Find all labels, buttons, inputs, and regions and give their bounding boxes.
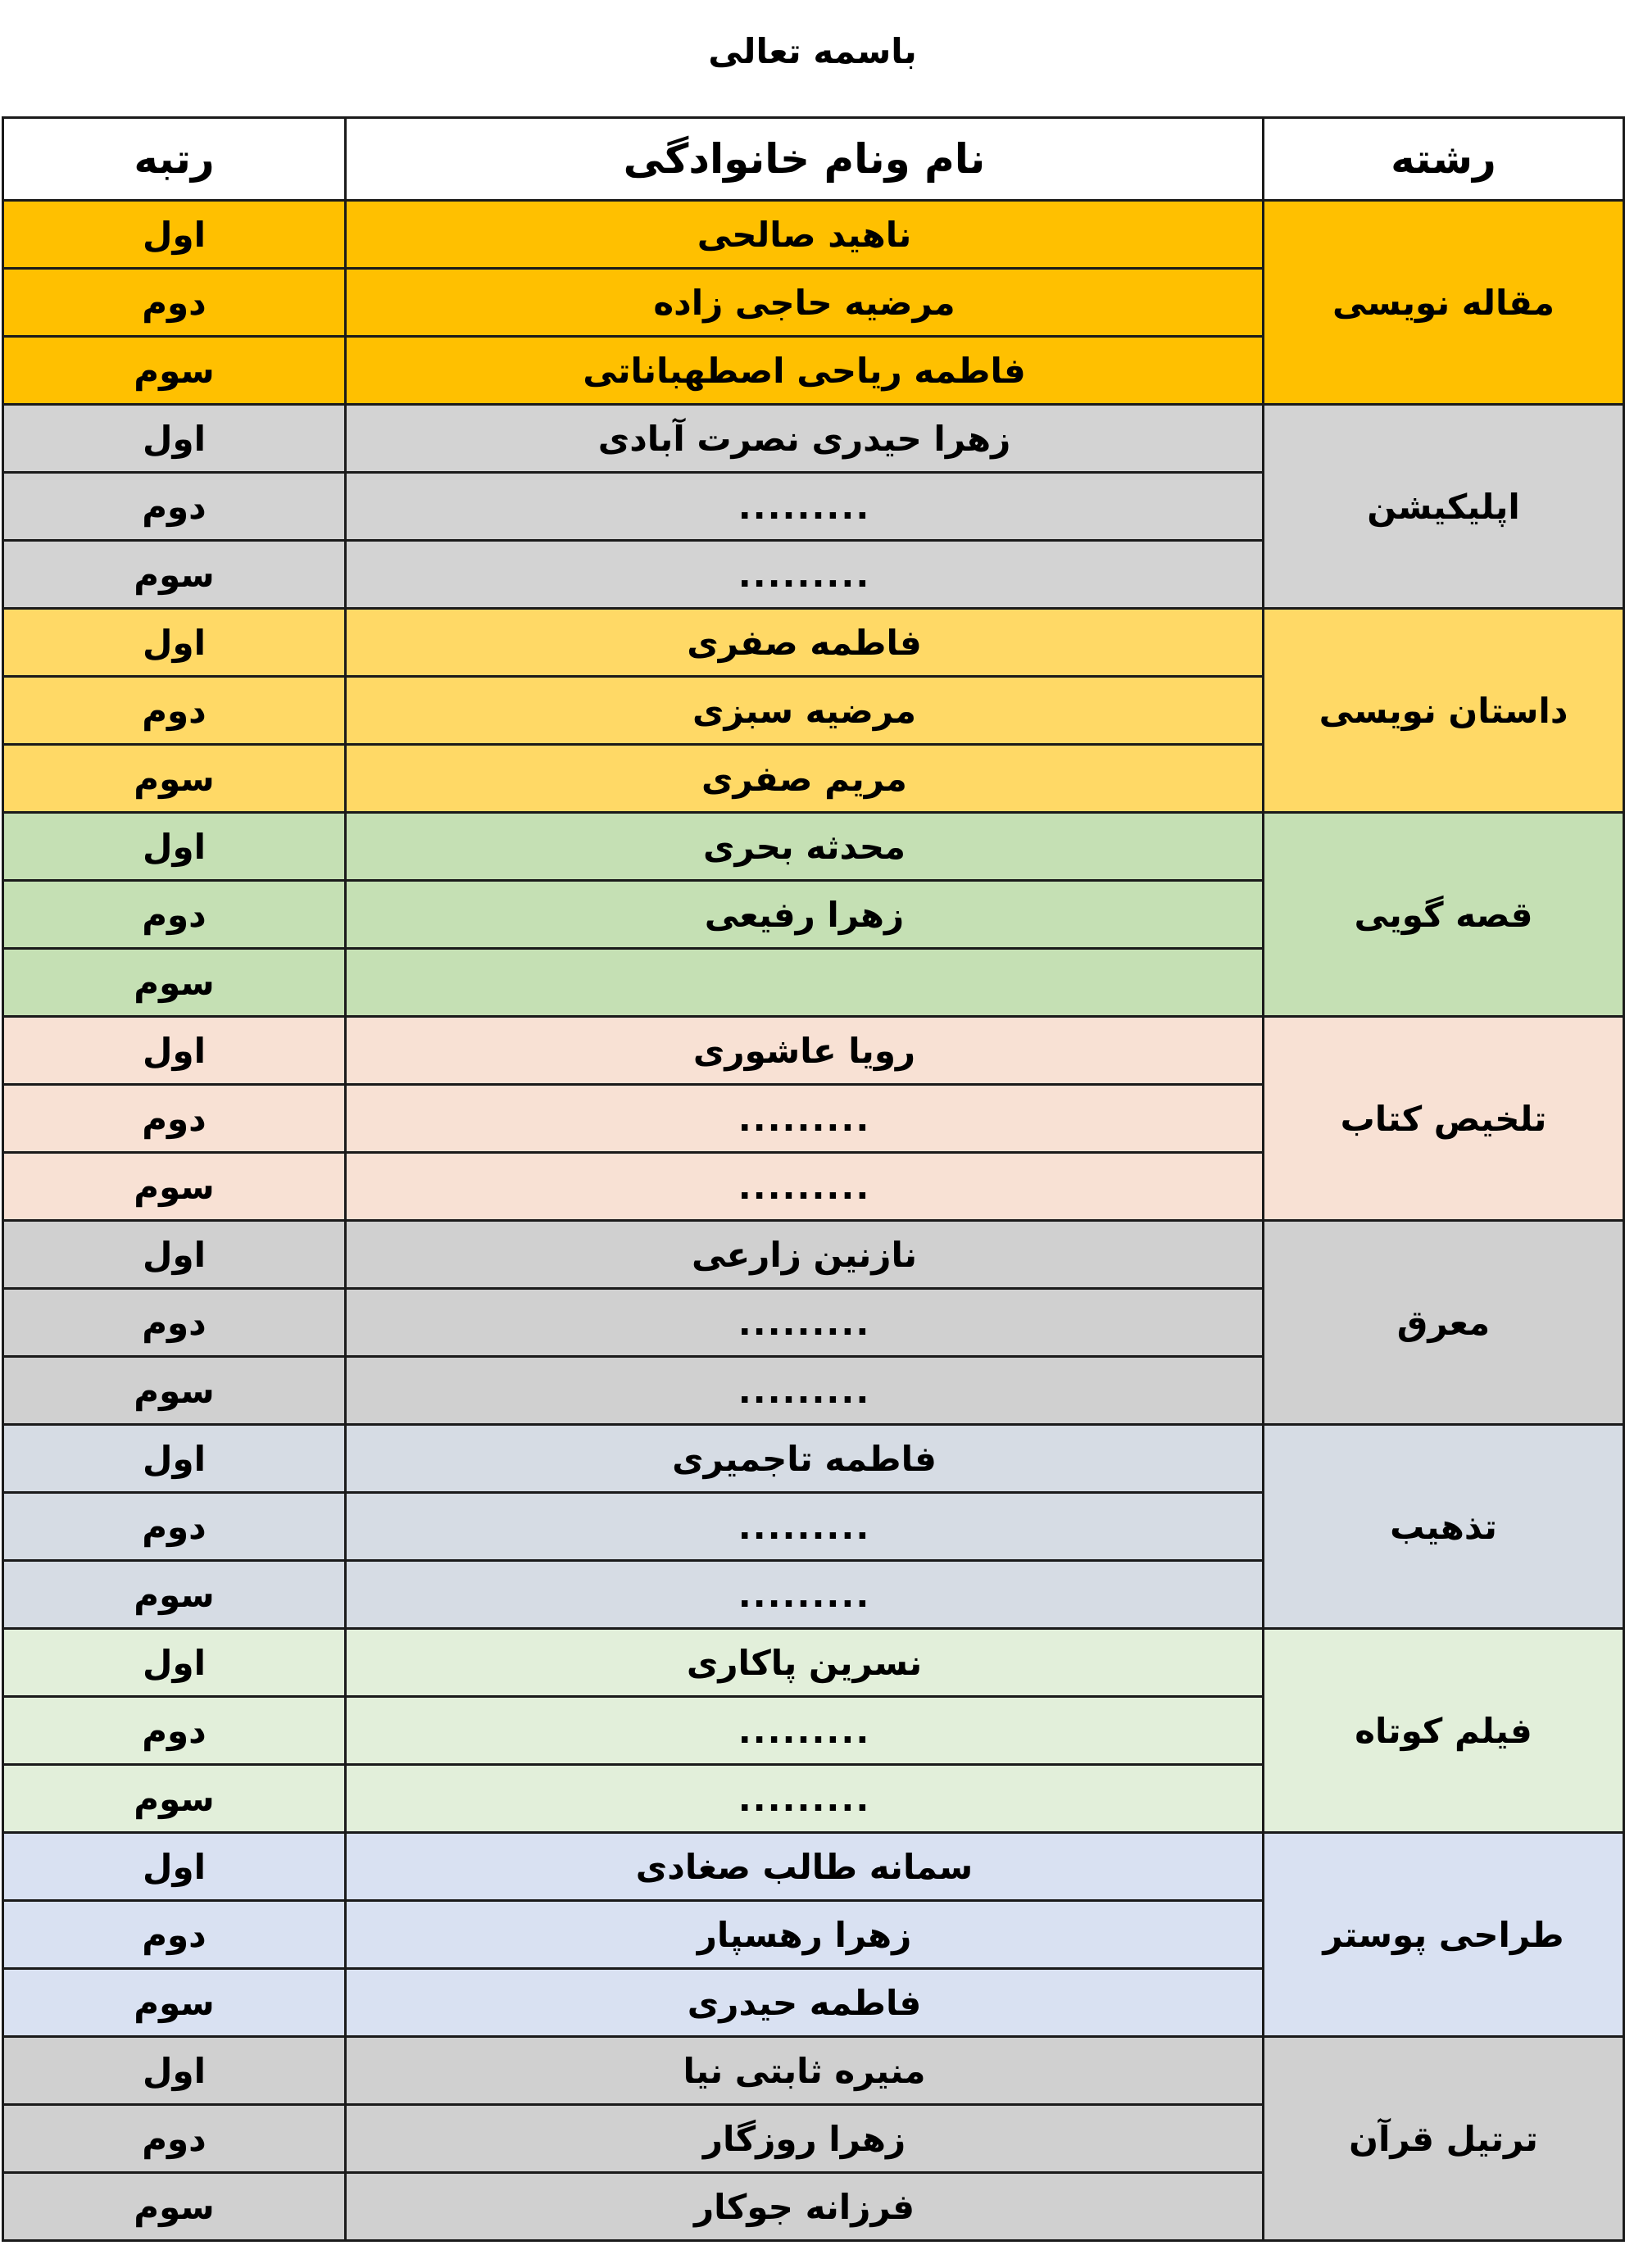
rank-cell: سوم	[3, 337, 346, 405]
name-cell: رویا عاشوری	[346, 1017, 1264, 1085]
field-cell: فیلم کوتاه	[1264, 1629, 1624, 1833]
field-cell: قصه گویی	[1264, 813, 1624, 1017]
name-cell: .........	[346, 1697, 1264, 1765]
rank-cell: اول	[3, 813, 346, 881]
name-cell: .........	[346, 1289, 1264, 1357]
rank-cell: دوم	[3, 2105, 346, 2173]
rank-cell: اول	[3, 405, 346, 473]
rank-cell: دوم	[3, 1289, 346, 1357]
rank-cell: سوم	[3, 1765, 346, 1833]
field-cell: داستان نویسی	[1264, 609, 1624, 813]
name-cell: .........	[346, 1085, 1264, 1153]
table-row	[3, 1221, 1624, 1289]
rank-cell: اول	[3, 201, 346, 269]
results-table	[2, 116, 1625, 2242]
name-cell: سمانه طالب صغادی	[346, 1833, 1264, 1901]
name-cell: .........	[346, 1765, 1264, 1833]
field-cell: طراحی پوستر	[1264, 1833, 1624, 2037]
name-cell: .........	[346, 1153, 1264, 1221]
name-cell: فاطمه حیدری	[346, 1969, 1264, 2037]
rank-cell: سوم	[3, 949, 346, 1017]
rank-cell: اول	[3, 1017, 346, 1085]
name-cell: .........	[346, 473, 1264, 541]
field-cell: مقاله نویسی	[1264, 201, 1624, 405]
name-cell: .........	[346, 541, 1264, 609]
table-row	[3, 405, 1624, 473]
name-cell: نازنین زارعی	[346, 1221, 1264, 1289]
table-row	[3, 1833, 1624, 1901]
rank-cell: اول	[3, 2037, 346, 2105]
field-cell: اپلیکیشن	[1264, 405, 1624, 609]
name-cell: مرضیه حاجی زاده	[346, 269, 1264, 337]
name-cell: محدثه بحری	[346, 813, 1264, 881]
name-cell: زهرا رهسپار	[346, 1901, 1264, 1969]
rank-cell: اول	[3, 1221, 346, 1289]
name-cell: نسرین پاکاری	[346, 1629, 1264, 1697]
name-cell: فاطمه تاجمیری	[346, 1425, 1264, 1493]
field-cell: تلخیص کتاب	[1264, 1017, 1624, 1221]
rank-cell: دوم	[3, 1493, 346, 1561]
header-row	[3, 118, 1624, 201]
page-title: باسمه تعالی	[708, 31, 917, 71]
rank-cell: سوم	[3, 1357, 346, 1425]
rank-cell: سوم	[3, 745, 346, 813]
rank-cell: سوم	[3, 1153, 346, 1221]
column-header-field: رشته	[1264, 118, 1624, 201]
name-cell: .........	[346, 1561, 1264, 1629]
table-body	[3, 201, 1624, 2241]
field-cell: ترتیل قرآن	[1264, 2037, 1624, 2241]
name-cell: فاطمه صفری	[346, 609, 1264, 677]
table-row	[3, 609, 1624, 677]
column-header-rank: رتبه	[3, 118, 346, 201]
name-cell: فاطمه ریاحی اصطهباناتی	[346, 337, 1264, 405]
rank-cell: دوم	[3, 881, 346, 949]
name-cell: .........	[346, 1357, 1264, 1425]
rank-cell: دوم	[3, 269, 346, 337]
name-cell: زهرا رفیعی	[346, 881, 1264, 949]
rank-cell: اول	[3, 609, 346, 677]
rank-cell: سوم	[3, 1561, 346, 1629]
name-cell: .........	[346, 1493, 1264, 1561]
rank-cell: سوم	[3, 541, 346, 609]
name-cell: فرزانه جوکار	[346, 2173, 1264, 2241]
table-row	[3, 813, 1624, 881]
name-cell	[346, 949, 1264, 1017]
rank-cell: دوم	[3, 473, 346, 541]
table-row	[3, 2037, 1624, 2105]
rank-cell: دوم	[3, 677, 346, 745]
name-cell: زهرا حیدری نصرت آبادی	[346, 405, 1264, 473]
name-cell: زهرا روزگار	[346, 2105, 1264, 2173]
rank-cell: سوم	[3, 1969, 346, 2037]
field-cell: تذهیب	[1264, 1425, 1624, 1629]
rank-cell: دوم	[3, 1085, 346, 1153]
table-row	[3, 201, 1624, 269]
rank-cell: اول	[3, 1425, 346, 1493]
name-cell: ناهید صالحی	[346, 201, 1264, 269]
name-cell: مریم صفری	[346, 745, 1264, 813]
rank-cell: دوم	[3, 1697, 346, 1765]
rank-cell: اول	[3, 1833, 346, 1901]
rank-cell: سوم	[3, 2173, 346, 2241]
column-header-name: نام ونام خانوادگی	[346, 118, 1264, 201]
name-cell: مرضیه سبزی	[346, 677, 1264, 745]
table-row	[3, 1629, 1624, 1697]
rank-cell: دوم	[3, 1901, 346, 1969]
name-cell: منیره ثابتی نیا	[346, 2037, 1264, 2105]
rank-cell: اول	[3, 1629, 346, 1697]
table-row	[3, 1017, 1624, 1085]
table-row	[3, 1425, 1624, 1493]
field-cell: معرق	[1264, 1221, 1624, 1425]
